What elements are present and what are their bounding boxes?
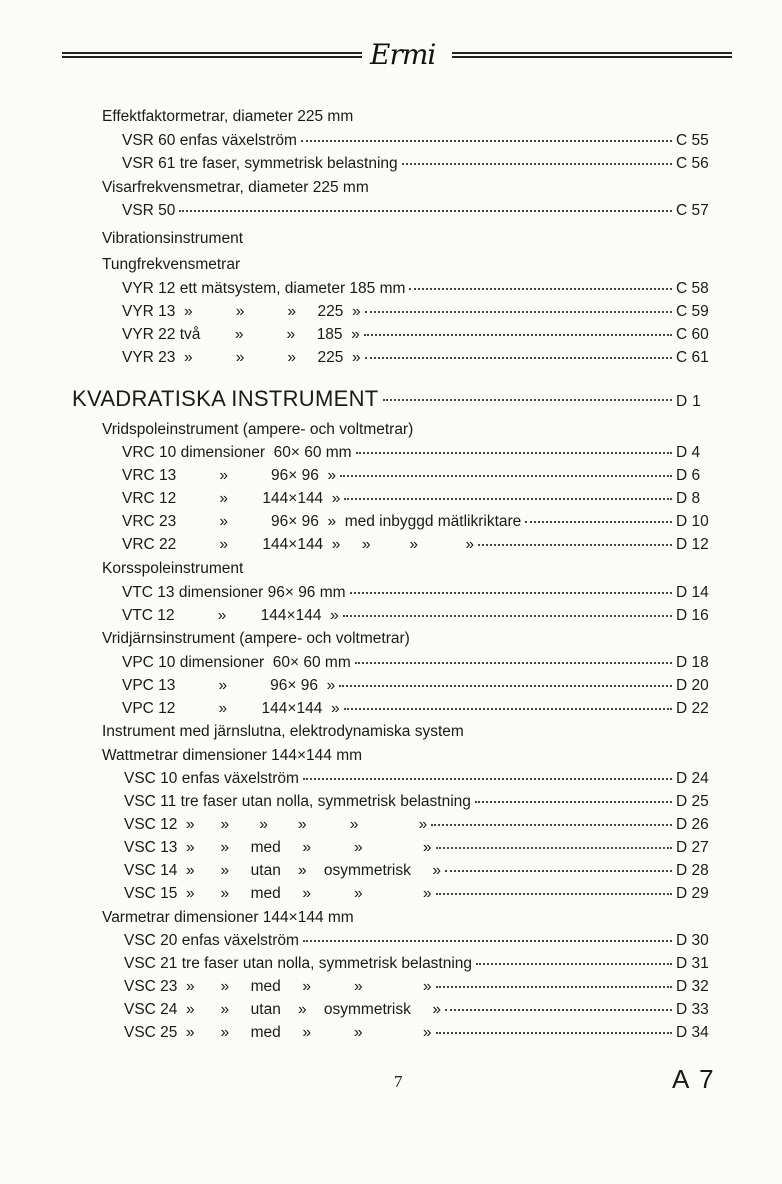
page-header xyxy=(62,38,732,78)
list-item: VSC 13 » » med » » » D 27 xyxy=(124,837,720,859)
list-item: VSC 12 » » » » » » D 26 xyxy=(124,814,720,836)
list-item: VSC 14 » » utan » osymmetrisk » D 28 xyxy=(124,860,720,882)
list-item: VYR 23 » » » 225 » C 61 xyxy=(122,347,720,369)
header-rule-left xyxy=(62,52,362,61)
header-rule-right xyxy=(452,52,732,61)
list-item: VSC 11 tre faser utan nolla, symmetrisk belastning D 25 xyxy=(124,791,720,813)
heading: Visarfrekvensmetrar, diameter 225 mm xyxy=(102,179,369,196)
heading: Wattmetrar dimensioner 144×144 mm xyxy=(102,747,363,764)
section-page-label: A 7 xyxy=(672,1064,716,1094)
list-item: VYR 12 ett mätsystem, diameter 185 mm C 58 xyxy=(122,278,720,300)
list-item: VRC 12 » 144×144 » D 8 xyxy=(122,488,720,510)
list-item: VRC 22 » 144×144 » » » » D 12 xyxy=(122,534,720,556)
heading: Korsspoleinstrument xyxy=(102,560,244,577)
list-item: VSC 21 tre faser utan nolla, symmetrisk belastning D 31 xyxy=(124,953,720,975)
list-item: VSC 10 enfas växelström D 24 xyxy=(124,768,720,790)
list-item: VPC 13 » 96× 96 » D 20 xyxy=(122,675,720,697)
list-item: VRC 13 » 96× 96 » D 6 xyxy=(122,465,720,487)
page-number: 7 xyxy=(394,1072,403,1091)
list-item: VYR 22 två » » 185 » C 60 xyxy=(122,324,720,346)
list-item: VSR 60 enfas växelström C 55 xyxy=(122,130,720,152)
list-item: VTC 12 » 144×144 » D 16 xyxy=(122,605,720,627)
list-item: VYR 13 » » » 225 » C 59 xyxy=(122,301,720,323)
heading: Vridjärnsinstrument (ampere- och voltmetrar) xyxy=(102,630,410,647)
heading: Vibrationsinstrument xyxy=(102,230,244,247)
heading: Varmetrar dimensioner 144×144 mm xyxy=(102,909,354,926)
ermi-logo xyxy=(362,36,452,76)
list-item: VPC 12 » 144×144 » D 22 xyxy=(122,698,720,720)
list-item: VSC 23 » » med » » » D 32 xyxy=(124,976,720,998)
heading: Instrument med järnslutna, elektrodynamiska system xyxy=(102,723,464,740)
list-item: VPC 10 dimensioner 60× 60 mm D 18 xyxy=(122,652,720,674)
logo-text: Ermi xyxy=(370,38,436,71)
list-item: VSR 61 tre faser, symmetrisk belastning C 56 xyxy=(122,153,720,175)
heading: Vridspoleinstrument (ampere- och voltmetrar) xyxy=(102,421,414,438)
list-item: VSC 24 » » utan » osymmetrisk » D 33 xyxy=(124,999,720,1021)
list-item: VRC 23 » 96× 96 » med inbyggd mätlikriktare D 10 xyxy=(122,511,720,533)
list-item: VSC 15 » » med » » » D 29 xyxy=(124,883,720,905)
list-item: VSR 50 C 57 xyxy=(122,200,720,222)
heading: Effektfaktormetrar, diameter 225 mm xyxy=(102,108,354,125)
list-item: VTC 13 dimensioner 96× 96 mm D 14 xyxy=(122,582,720,604)
heading: Tungfrekvensmetrar xyxy=(102,256,241,273)
list-item: VSC 25 » » med » » » D 34 xyxy=(124,1022,720,1044)
section-title: KVADRATISKA INSTRUMENT D 1 xyxy=(72,386,702,411)
list-item: VSC 20 enfas växelström D 30 xyxy=(124,930,720,952)
list-item: VRC 10 dimensioner 60× 60 mm D 4 xyxy=(122,442,720,464)
